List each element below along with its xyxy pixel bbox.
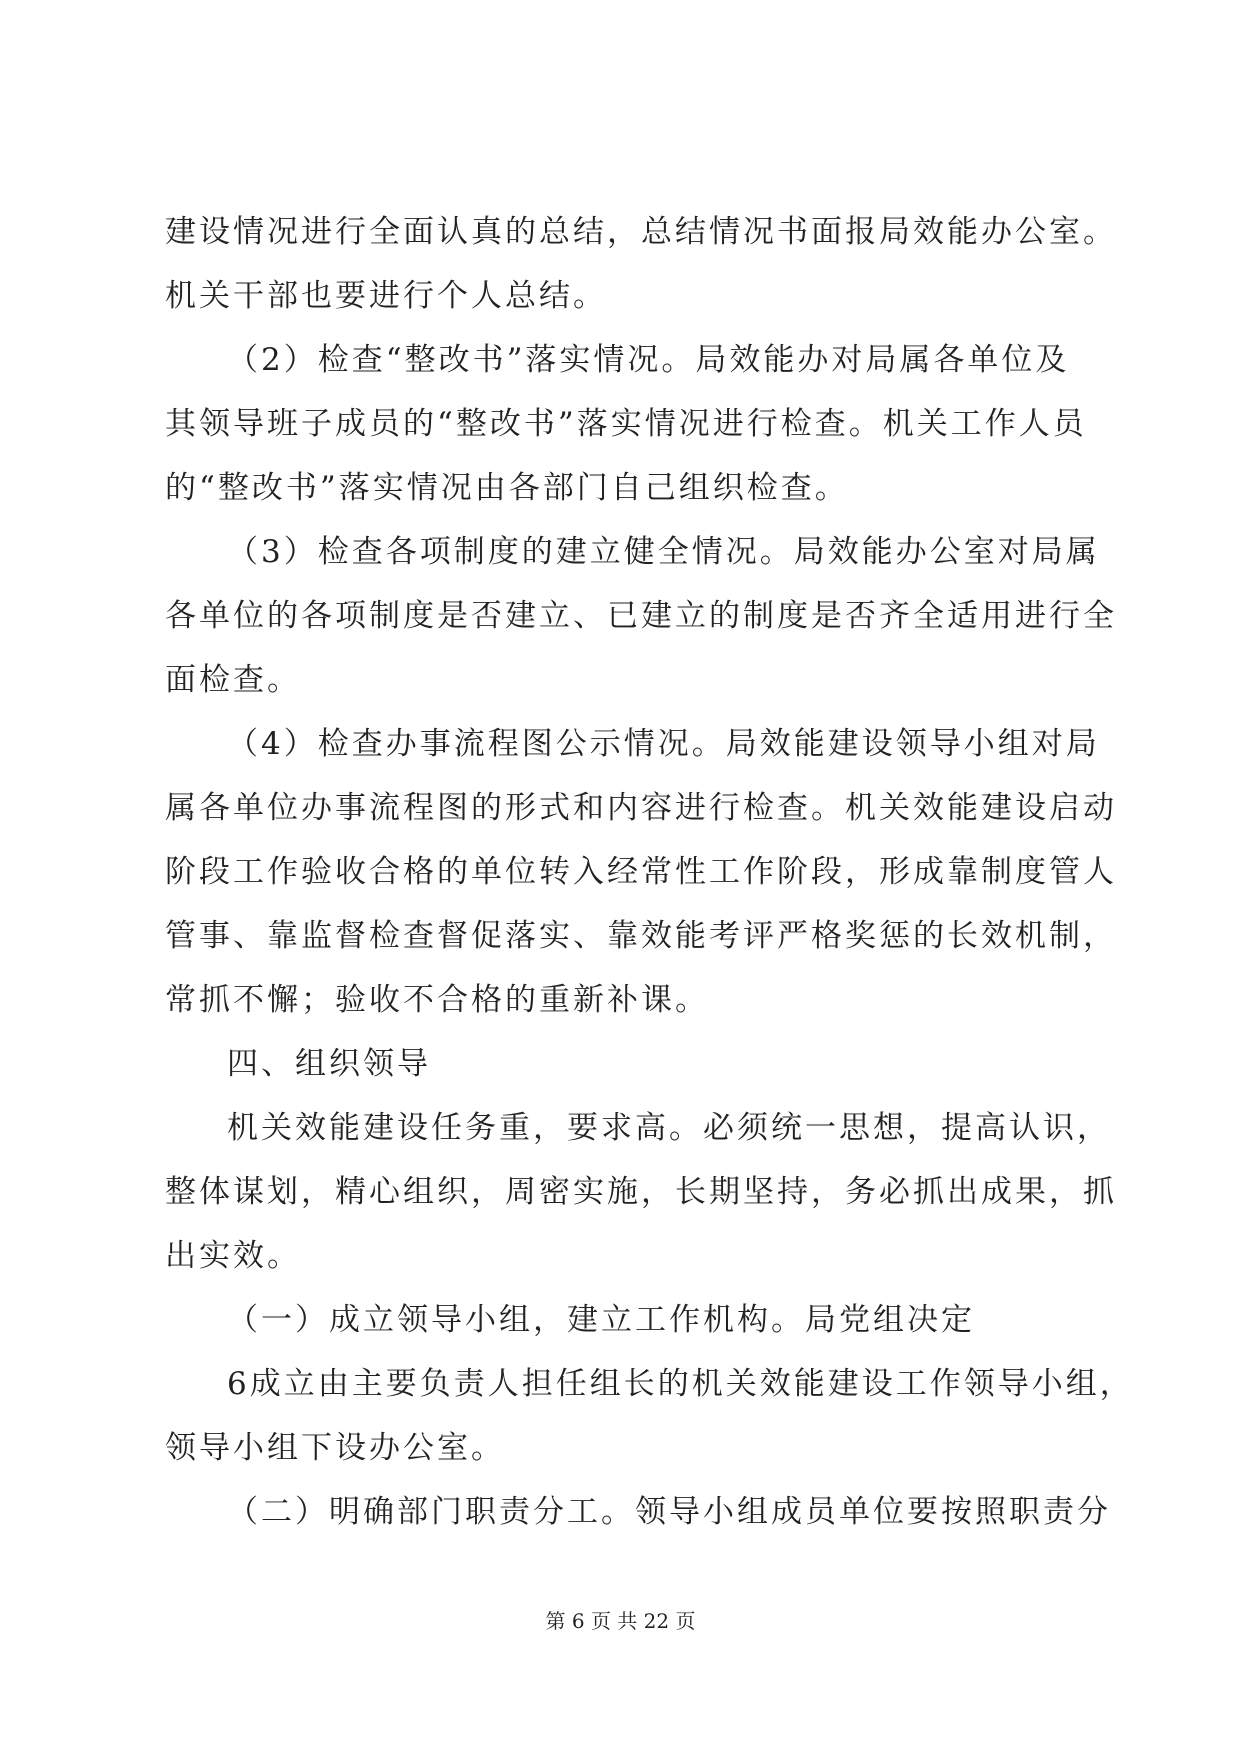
text-line: （2）检查“整改书”落实情况。局效能办对局属各单位及 <box>227 342 1070 378</box>
text-line: 领导小组下设办公室。 <box>165 1430 505 1466</box>
body-text <box>165 200 1134 1544</box>
text-line: 其领导班子成员的“整改书”落实情况进行检查。机关工作人员 <box>165 406 1087 442</box>
text-line: 6成立由主要负责人担任组长的机关效能建设工作领导小组， <box>227 1366 1134 1402</box>
text-line: （3）检查各项制度的建立健全情况。局效能办公室对局属 <box>227 534 1100 570</box>
page-footer: 第 6 页 共 22 页 <box>545 1609 696 1633</box>
text-line: 的“整改书”落实情况由各部门自己组织检查。 <box>165 470 849 506</box>
text-line: 出实效。 <box>165 1238 301 1274</box>
text-line: 整体谋划，精心组织，周密实施，长期坚持，务必抓出成果，抓 <box>165 1174 1117 1210</box>
text-line: 各单位的各项制度是否建立、已建立的制度是否齐全适用进行全 <box>165 598 1117 634</box>
section-heading: 四、组织领导 <box>227 1046 431 1082</box>
text-line: 机关效能建设任务重，要求高。必须统一思想，提高认识， <box>227 1110 1111 1146</box>
text-line: （一）成立领导小组，建立工作机构。局党组决定 <box>227 1302 975 1338</box>
text-line: 管事、靠监督检查督促落实、靠效能考评严格奖惩的长效机制， <box>165 918 1117 954</box>
text-line: 常抓不懈；验收不合格的重新补课。 <box>165 982 709 1018</box>
text-line: 建设情况进行全面认真的总结，总结情况书面报局效能办公室。 <box>165 214 1117 250</box>
text-line: （二）明确部门职责分工。领导小组成员单位要按照职责分 <box>227 1494 1111 1530</box>
text-line: 面检查。 <box>165 662 301 698</box>
text-line: 阶段工作验收合格的单位转入经常性工作阶段，形成靠制度管人 <box>165 854 1117 890</box>
text-line: （4）检查办事流程图公示情况。局效能建设领导小组对局 <box>227 726 1100 762</box>
text-line: 属各单位办事流程图的形式和内容进行检查。机关效能建设启动 <box>165 790 1117 826</box>
text-line: 机关干部也要进行个人总结。 <box>165 278 607 314</box>
